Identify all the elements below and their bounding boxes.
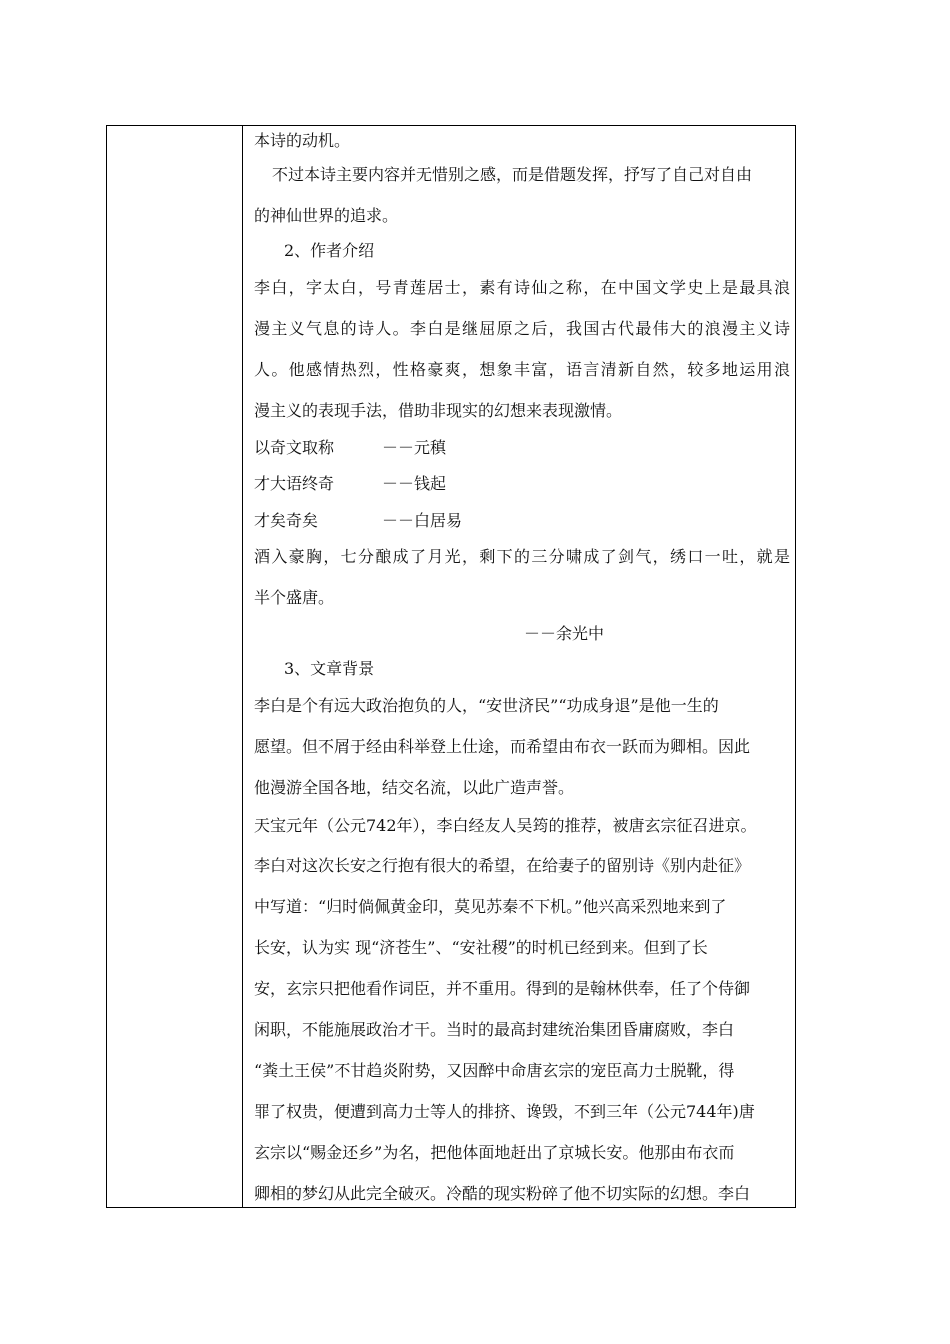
section-heading: 3、文章背景 (284, 659, 375, 678)
text-line: 玄宗以“赐金还乡”为名，把他体面地赶出了京城长安。他那由布衣而 (254, 1143, 735, 1162)
text-line: 李白对这次长安之行抱有很大的希望，在给妻子的留别诗《别内赴征》 (254, 856, 751, 875)
quote-attribution: －－余光中 (524, 624, 605, 643)
text-line: 半个盛唐。 (254, 588, 335, 607)
quote-line: 才矣奇矣 －－白居易 (254, 511, 463, 530)
quote-line: 以奇文取称 －－元稹 (254, 438, 447, 457)
text-line: 愿望。但不屑于经由科举登上仕途，而希望由布衣一跃而为卿相。因此 (254, 737, 751, 756)
text-line: 卿相的梦幻从此完全破灭。冷酷的现实粉碎了他不切实际的幻想。李白 (254, 1184, 751, 1203)
text-line: 中写道：“归时倘佩黄金印，莫见苏秦不下机。”他兴高采烈地来到了 (254, 897, 727, 916)
text-line: 酒入豪胸，七分酿成了月光，剩下的三分啸成了剑气，绣口一吐，就是 (254, 547, 790, 566)
text-line: 本诗的动机。 (254, 131, 351, 150)
text-line: 的神仙世界的追求。 (254, 206, 399, 225)
text-line: “粪土王侯”不甘趋炎附势，又因醉中命唐玄宗的宠臣高力士脱靴，得 (254, 1061, 735, 1080)
content-table (106, 125, 796, 1208)
left-column-cell (107, 126, 243, 1207)
text-line: 安，玄宗只把他看作词臣，并不重用。得到的是翰林供奉，任了个侍御 (254, 979, 751, 998)
text-line: 漫主义的表现手法，借助非现实的幻想来表现激情。 (254, 401, 623, 420)
text-line: 不过本诗主要内容并无惜别之感，而是借题发挥，抒写了自己对自由 (272, 165, 753, 184)
text-line: 李白是个有远大政治抱负的人，“安世济民”“功成身退”是他一生的 (254, 696, 719, 715)
text-line: 罪了权贵，便遭到高力士等人的排挤、谗毁，不到三年（公元744年)唐 (254, 1102, 755, 1121)
section-heading: 2、作者介绍 (284, 241, 375, 260)
text-line: 天宝元年（公元742年），李白经友人吴筠的推荐，被唐玄宗征召进京。 (254, 816, 757, 835)
text-line: 闲职，不能施展政治才干。当时的最高封建统治集团昏庸腐败，李白 (254, 1020, 735, 1039)
text-line: 长安，认为实 现“济苍生”、“安社稷”的时机已经到来。但到了长 (254, 938, 708, 957)
right-column-cell (254, 126, 790, 1207)
text-line: 人。他感情热烈，性格豪爽，想象丰富，语言清新自然，较多地运用浪 (254, 360, 790, 379)
text-line: 漫主义气息的诗人。李白是继屈原之后，我国古代最伟大的浪漫主义诗 (254, 319, 790, 338)
quote-line: 才大语终奇 －－钱起 (254, 474, 447, 493)
text-line: 李白，字太白，号青莲居士，素有诗仙之称，在中国文学史上是最具浪 (254, 278, 790, 297)
text-line: 他漫游全国各地，结交名流，以此广造声誉。 (254, 778, 575, 797)
